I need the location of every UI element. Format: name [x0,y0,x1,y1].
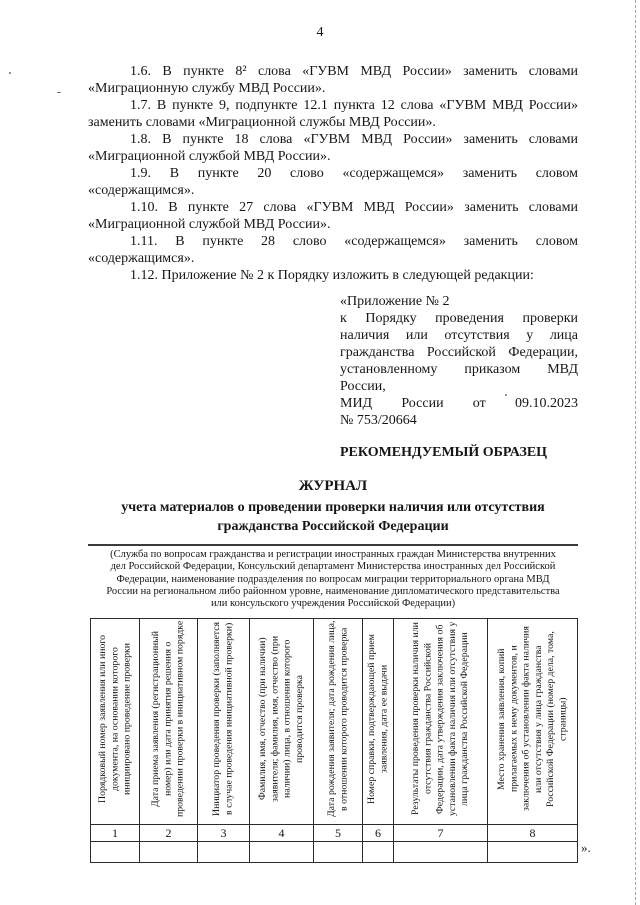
rotated-header-text: Место хранения заявления, копий прилагаемых к нему документов, и заключения об установлении факта наличия или отсутствия у лица гражданства Российской Федерации (номер дела, тома, страницы) [495,627,569,812]
amendment-paragraph-1-9: 1.9. В пункте 20 слово «содержащемся» заменить словом «содержащимся». [88,166,578,198]
column-number: 5 [314,825,363,842]
empty-cell [488,842,578,863]
empty-cell [198,842,250,863]
journal-table-wrap [90,618,591,863]
column-number: 6 [363,825,394,842]
table-empty-row [91,842,578,863]
scan-speck [57,92,61,93]
scan-speck [9,72,11,74]
issuing-authority-text: (Служба по вопросам гражданства и регистрации иностранных граждан Министерства внутренних дел Российской Федерации, Консульский департамент Министерства иностранных дел Российской Федерации, наименование подразделения по вопросам миграции территориального органа МВД России на региональном либо районном уровне, наименование дипломатического представительства или консульского учреждения Российской Федерации) [106,549,560,610]
document-body [88,63,591,863]
appendix-line: наличия или отсутствия у лица [340,328,578,343]
appendix-line: «Приложение № 2 [340,294,450,309]
rotated-header-text: Дата рождения заявителя; дата рождения лица, в отношении которого проводится проверка [325,621,349,818]
empty-cell [91,842,140,863]
empty-cell [250,842,314,863]
closing-quote-mark: ». [581,840,591,856]
appendix-line: МИД России от 09.10.2023 [340,396,578,411]
rotated-header-text: Номер справки, подтверждающей прием заявления, дата ее выдачи [365,634,389,805]
recommended-sample-label: РЕКОМЕНДУЕМЫЙ ОБРАЗЕЦ [340,445,548,460]
rotated-header-text: Результаты проведения проверки наличия или отсутствия гражданства Российской Федерации, дата утверждения заключения об установлении факта наличия или отсутствия у лица гражданства Российской Федерации [409,622,470,817]
amendment-paragraph-1-12: 1.12. Приложение № 2 к Порядку изложить в следующей редакции: [130,268,534,283]
journal-title: ЖУРНАЛ [298,478,368,494]
rotated-header-text: Порядковый номер заявления или иного документа, на основании которого инициировано проведение проверки [96,635,133,804]
rotated-header-text: Дата приема заявления (регистрационный номер) или дата принятия решения о проведении проверки в инициативном порядке [150,621,186,818]
table-header-row [91,619,578,825]
page-number: 4 [316,25,324,40]
column-number: 3 [198,825,250,842]
table-header-cell-7 [394,619,488,825]
appendix-line: гражданства Российской Федерации, [340,345,578,360]
amendment-paragraph-1-8: 1.8. В пункте 18 слова «ГУВМ МВД России» заменить словами «Миграционной службой МВД России». [88,132,578,164]
rotated-header-text: Фамилия, имя, отчество (при наличии) заявителя; фамилия, имя, отчество (при наличии) лица, в отношении которого проводится проверка [256,636,305,803]
column-number: 1 [91,825,140,842]
amendment-paragraph-1-10: 1.10. В пункте 27 слова «ГУВМ МВД России» заменить словами «Миграционной службой МВД России». [88,200,578,232]
column-number: 4 [250,825,314,842]
amendment-paragraph-1-11: 1.11. В пункте 28 слово «содержащемся» заменить словом «содержащимся». [88,234,578,266]
rotated-header-text: Инициатор проведения проверки (заполняется в случае проведения инициативной проверки) [211,622,235,817]
column-number: 7 [394,825,488,842]
appendix-line: к Порядку проведения проверки [340,311,578,326]
empty-cell [363,842,394,863]
empty-cell [394,842,488,863]
issuing-authority-block [88,544,578,610]
table-header-cell-4 [250,619,314,825]
scan-speck [505,394,507,396]
empty-cell [314,842,363,863]
empty-cell [140,842,198,863]
scan-artifact-dashed-line [635,0,636,905]
column-number: 8 [488,825,578,842]
table-number-row [91,825,578,842]
table-header-cell-1 [91,619,140,825]
amendment-paragraph-1-7: 1.7. В пункте 9, подпункте 12.1 пункта 12 слова «ГУВМ МВД России» заменить словами «Миграционной службы МВД России». [88,98,578,130]
appendix-line: установленному приказом МВД России, [340,362,578,394]
table-header-cell-6 [363,619,394,825]
amendment-paragraph-1-6: 1.6. В пункте 8² слова «ГУВМ МВД России» заменить словами «Миграционную службу МВД России». [88,64,578,96]
table-header-cell-3 [198,619,250,825]
appendix-reference-block [340,293,578,429]
table-header-cell-5 [314,619,363,825]
journal-subtitle: учета материалов о проведении проверки наличия или отсутствия гражданства Российской Федерации [121,500,545,534]
journal-table [90,618,578,863]
table-header-cell-2 [140,619,198,825]
table-header-cell-8 [488,619,578,825]
column-number: 2 [140,825,198,842]
appendix-line: № 753/20664 [340,413,417,428]
